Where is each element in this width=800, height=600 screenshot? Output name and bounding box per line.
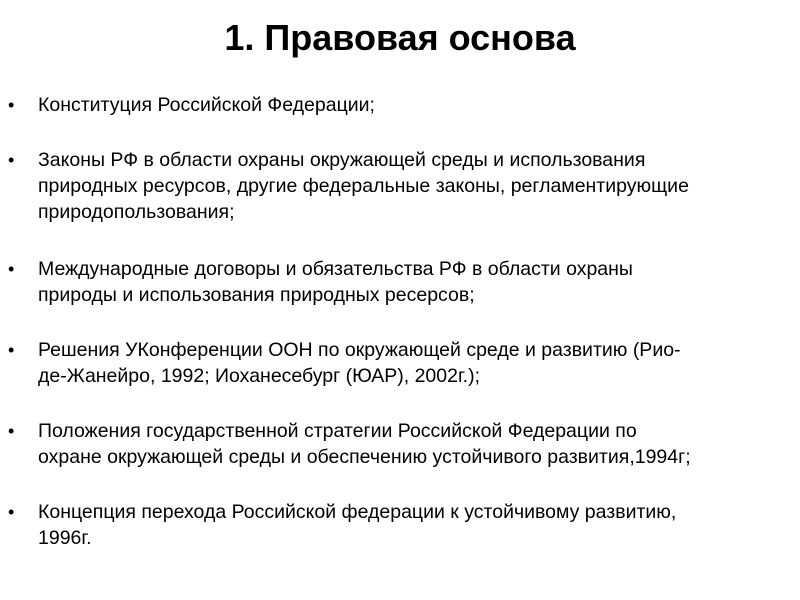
- bullet-icon: •: [8, 95, 15, 115]
- bullet-icon: •: [8, 421, 15, 441]
- bullet-text: Положения государственной стратегии Российской Федерации по охране окружающей среды и обеспечению устойчивого развития,1994г;: [38, 420, 691, 468]
- bullet-text: Международные договоры и обязательства РФ в области охраны природы и использования природных ресерсов;: [38, 258, 633, 306]
- bullet-text: Конституция Российской Федерации;: [38, 94, 375, 116]
- bullet-text: Концепция перехода Российской федерации к устойчивому развитию, 1996г.: [38, 501, 677, 549]
- slide-title: 1. Правовая основа: [224, 17, 576, 58]
- bullet-icon: •: [8, 150, 15, 170]
- bullet-icon: •: [8, 502, 15, 522]
- bullet-icon: •: [8, 340, 15, 360]
- bullet-icon: •: [8, 259, 15, 279]
- bullet-text: Решения УКонференции ООН по окружающей среде и развитию (Рио- де-Жанейро, 1992; Иоханесебург (ЮАР), 2002г.);: [38, 339, 681, 387]
- bullet-text: Законы РФ в области охраны окружающей среды и использования природных ресурсов, другие федеральные законы, регламентирующие природопользования;: [38, 149, 689, 223]
